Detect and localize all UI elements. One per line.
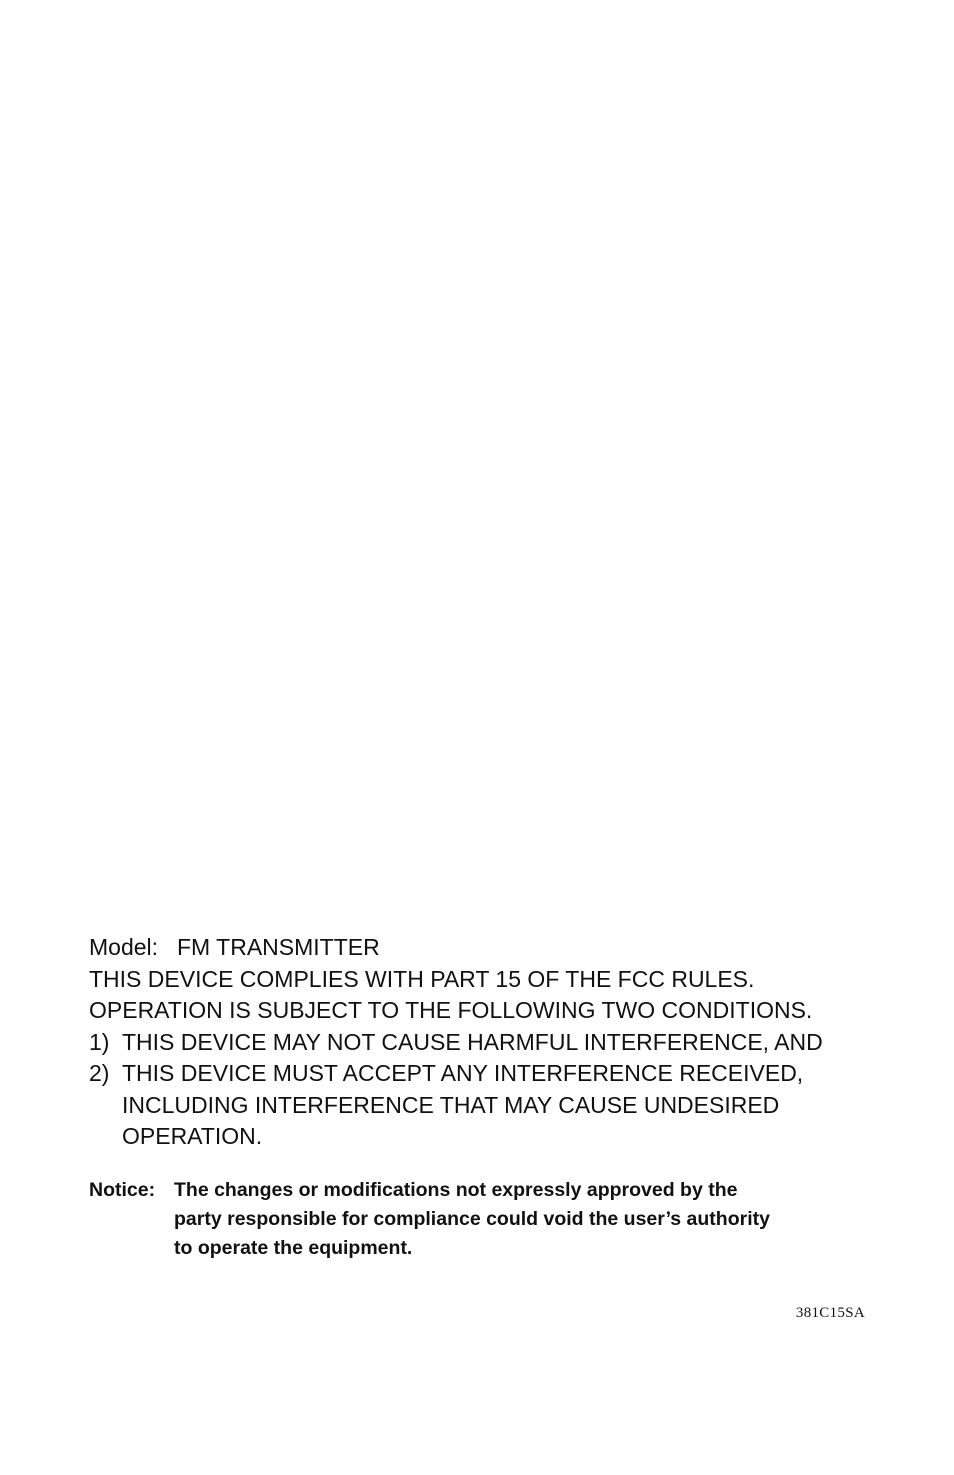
condition-number: 1) (89, 1028, 110, 1055)
condition-line: THIS DEVICE MAY NOT CAUSE HARMFUL INTERFERENCE, AND (122, 1028, 823, 1055)
notice-text (174, 1176, 869, 1263)
condition-item (89, 1058, 889, 1153)
condition-line: THIS DEVICE MUST ACCEPT ANY INTERFERENCE RECEIVED, (122, 1060, 804, 1086)
notice-block (89, 1176, 869, 1263)
model-value: FM TRANSMITTER (177, 934, 380, 960)
condition-line: INCLUDING INTERFERENCE THAT MAY CAUSE UNDESIRED (122, 1091, 780, 1118)
model-label: Model: (89, 934, 159, 960)
notice-line: party responsible for compliance could void the user’s authority (174, 1208, 770, 1230)
compliance-line: THIS DEVICE COMPLIES WITH PART 15 OF THE FCC RULES. (89, 965, 755, 992)
condition-number: 2) (89, 1060, 110, 1086)
fcc-statement (89, 932, 889, 1153)
condition-line: OPERATION. (122, 1123, 263, 1149)
document-code: 381C15SA (795, 1305, 865, 1321)
condition-text (122, 1058, 889, 1153)
notice-line: The changes or modifications not expressly approved by the (174, 1179, 738, 1201)
condition-text (122, 1027, 889, 1059)
conditions-intro: OPERATION IS SUBJECT TO THE FOLLOWING TWO CONDITIONS. (89, 997, 813, 1023)
notice-line: to operate the equipment. (174, 1237, 413, 1259)
condition-item (89, 1027, 889, 1059)
notice-label: Notice: (89, 1179, 156, 1201)
model-line (89, 932, 889, 964)
